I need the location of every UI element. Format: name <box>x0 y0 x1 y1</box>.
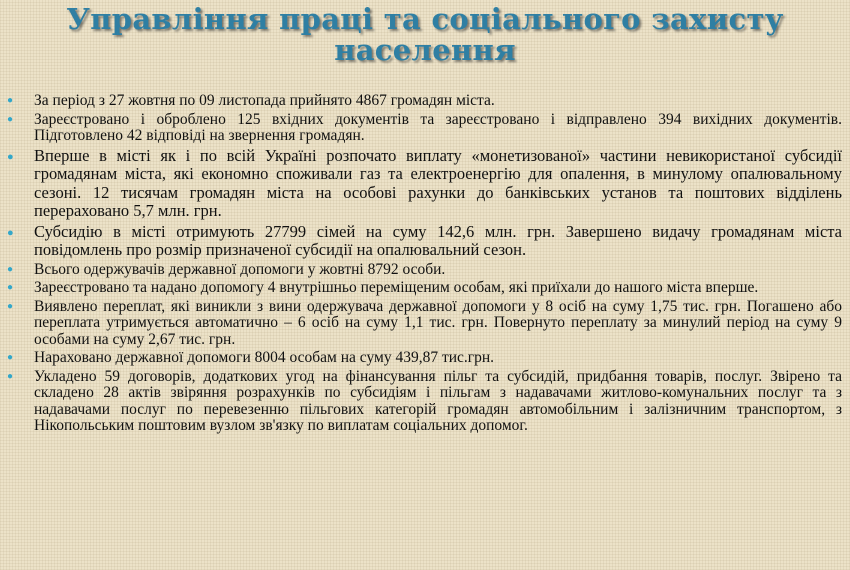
slide-title <box>40 4 810 66</box>
slide-title-line2: населення <box>334 33 516 67</box>
bullet-item: ● Субсидію в місті отримують 27799 сімей на суму 142,6 млн. грн. Завершено видачу громадянам міста повідомлень про розмір призначеної субсидії на опалювальний сезон. <box>0 223 850 260</box>
bullet-item: ● Укладено 59 договорів, додаткових угод на фінансування пільг та субсидій, придбання товарів, послуг. Звірено та складено 28 актів звіряння розрахунків по субсидіям і пільгам з надавачами житлово-комунальних послуг та з надавачами послуг по перевезенню пільгових категорій громадян автомобільним і залізничним транспортом, з Нікопольським поштовим вузлом зв'язку по виплатам соціальних допомог. <box>0 369 850 435</box>
bullet-item: ● Нараховано державної допомоги 8004 особам на суму 439,87 тис.грн. <box>0 350 850 367</box>
bullet-item: ● Вперше в місті як і по всій Україні розпочато виплату «монетизованої» частини невикористаної субсидії громадянам міста, які економно споживали газ та електроенергію для опалення, в минулому опалювальному сезоні. 12 тисячам громадян міста на особові рахунки до банківських установ та поштових відділень перераховано 5,7 млн. грн. <box>0 147 850 221</box>
bullet-list <box>0 93 850 437</box>
bullet-item: ● Виявлено переплат, які виникли з вини одержувача державної допомоги у 8 осіб на суму 1,75 тис. грн. Погашено або переплата утримується автоматично – 6 осіб на суму 1,1 тис. грн. Повернуто переплату за минулий період на суму 9 особами на суму 2,67 тис. грн. <box>0 299 850 349</box>
slide-title-line1: Управління праці та соціального захисту <box>66 2 784 36</box>
bullet-item: ● За період з 27 жовтня по 09 листопада прийнято 4867 громадян міста. <box>0 93 850 110</box>
bullet-item: ● Зареєстровано та надано допомогу 4 внутрішньо переміщеним особам, які приїхали до нашого міста вперше. <box>0 280 850 297</box>
bullet-item: ● Всього одержувачів державної допомоги у жовтні 8792 особи. <box>0 262 850 279</box>
bullet-item: ● Зареєстровано і оброблено 125 вхідних документів та зареєстровано і відправлено 394 вихідних документів. Підготовлено 42 відповіді на звернення громадян. <box>0 112 850 145</box>
